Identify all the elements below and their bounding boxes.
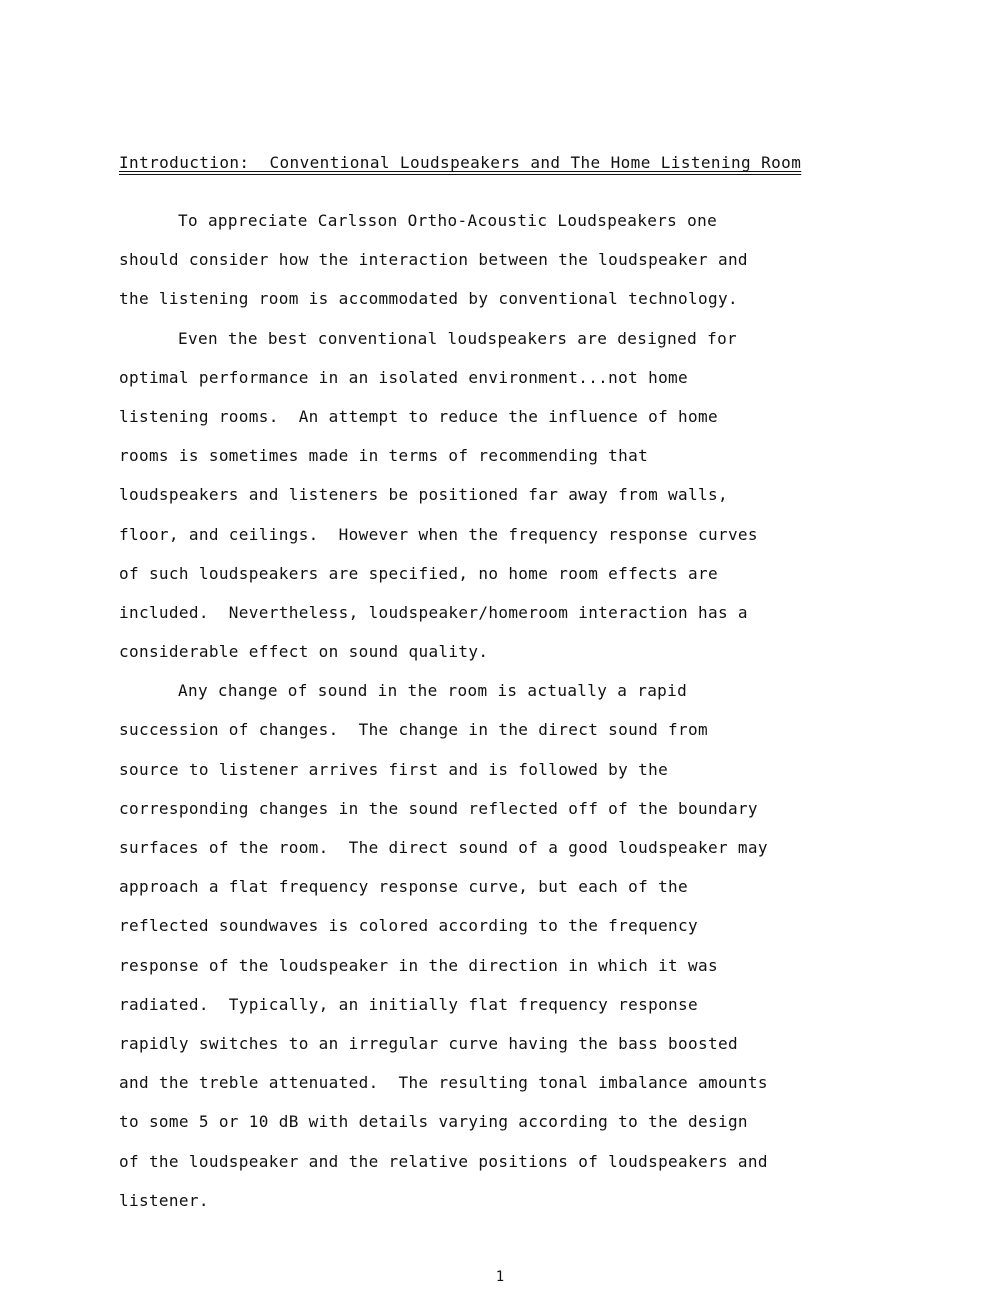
text-line: included. Nevertheless, loudspeaker/homeroom interaction has a <box>119 602 748 622</box>
text-line: considerable effect on sound quality. <box>119 642 489 662</box>
text-line: of the loudspeaker and the relative positions of loudspeakers and <box>119 1151 768 1171</box>
text-line: response of the loudspeaker in the direction in which it was <box>119 955 718 975</box>
text-line: the listening room is accommodated by conventional technology. <box>119 289 738 309</box>
text-line: floor, and ceilings. However when the frequency response curves <box>119 524 758 544</box>
text-line: Even the best conventional loudspeakers are designed for <box>178 328 738 348</box>
body-text <box>119 208 909 1227</box>
text-line: to some 5 or 10 dB with details varying according to the design <box>119 1112 748 1132</box>
text-line: optimal performance in an isolated environment...not home <box>119 367 689 387</box>
text-line: listener. <box>119 1190 209 1210</box>
text-line: succession of changes. The change in the direct sound from <box>119 720 708 740</box>
text-line: surfaces of the room. The direct sound of a good loudspeaker may <box>119 838 768 857</box>
text-line: rooms is sometimes made in terms of recommending that <box>119 446 649 466</box>
text-line: and the treble attenuated. The resulting tonal imbalance amounts <box>119 1073 768 1093</box>
text-line: source to listener arrives first and is followed by the <box>119 759 669 779</box>
text-line: loudspeakers and listeners be positioned far away from walls, <box>119 485 728 505</box>
text-line: corresponding changes in the sound reflected off of the boundary <box>119 798 758 818</box>
text-line: should consider how the interaction between the loudspeaker and <box>119 250 748 270</box>
text-line: approach a flat frequency response curve, but each of the <box>119 877 689 897</box>
text-line: To appreciate Carlsson Ortho-Acoustic Loudspeakers one <box>178 211 718 230</box>
text-line: listening rooms. An attempt to reduce the influence of home <box>119 406 718 426</box>
text-line: of such loudspeakers are specified, no home room effects are <box>119 563 718 583</box>
text-line: reflected soundwaves is colored according to the frequency <box>119 916 699 936</box>
text-line: Any change of sound in the room is actually a rapid <box>178 681 688 701</box>
text-line: radiated. Typically, an initially flat frequency response <box>119 994 699 1014</box>
text-line: rapidly switches to an irregular curve having the bass boosted <box>119 1033 738 1053</box>
section-heading: Introduction: Conventional Loudspeakers and The Home Listening Room <box>119 153 802 172</box>
page-number: 1 <box>495 1269 505 1285</box>
